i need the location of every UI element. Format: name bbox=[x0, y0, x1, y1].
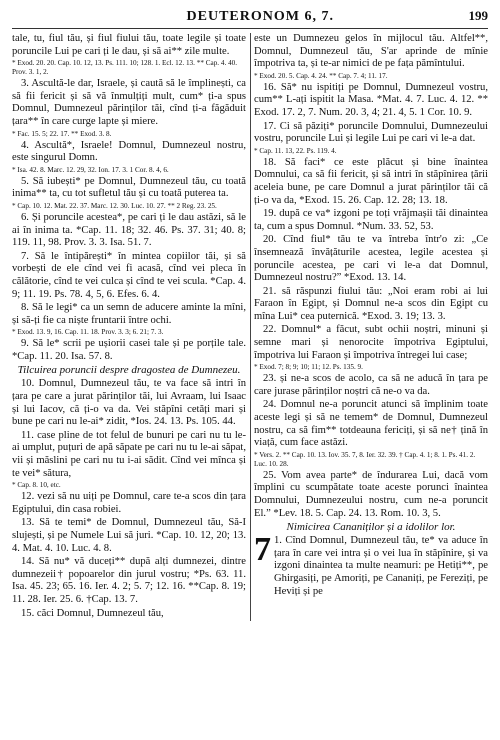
cross-reference: * Isa. 42. 8. Marc. 12. 29, 32. Ion. 17. 3. 1 Cor. 8. 4, 6. bbox=[12, 165, 169, 174]
left-column bbox=[12, 33, 246, 621]
verse: 8. Să le legi* ca un semn de aducere aminte la mîni, și să-ți fie ca niște fruntarii între ochi. bbox=[12, 302, 246, 326]
cross-reference: * Cap. 11. 13, 22. Ps. 119. 4. bbox=[254, 146, 337, 155]
verse-continuation: tale, tu, fiul tău, și fiul fiului tău, toate legile și toate poruncile Lui pe cari ți le dau, și să ai** zile multe. bbox=[12, 33, 246, 57]
text-columns bbox=[12, 33, 488, 621]
cross-reference: * Fac. 15. 5; 22. 17. ** Exod. 3. 8. bbox=[12, 129, 112, 138]
verse: 14. Să nu* vă duceți** după alți dumnezei, dintre dumnezeii† popoarelor din jurul vostru; *Ps. 63. 11. Isa. 45. 23; 65. 16. Ier. 4. 2; 5. 7; 12. 16. **Cap. 8. 19; 11. 28. Ier. 25. 6. †Cap. 13. 7. bbox=[12, 556, 246, 605]
verse-continuation: este un Dumnezeu gelos în mijlocul tău. Altfel**, Domnul, Dumnezeul tău, S'ar aprinde de mînie împotriva ta, și te-ar nimici de pe fața pămîntului. bbox=[254, 33, 488, 70]
verse: 10. Domnul, Dumnezeul tău, te va face să intri în țara pe care a jurat părinților tăi, lui Avraam, lui Isaac și lui Iacov, că ți-o va da. Vei stăpîni cetăți mari și bune pe cari nu le-ai* zidit, *Ios. 24. 13. Ps. 105. 44. bbox=[12, 378, 246, 428]
chapter-number: 7 bbox=[254, 531, 271, 569]
verse: 4. Ascultă*, Israele! Domnul, Dumnezeul nostru, este singurul Domn. bbox=[12, 139, 246, 164]
column-divider bbox=[250, 33, 251, 621]
verse: 22. Domnul* a făcut, subt ochii noștri, minuni și semne mari și nenorocite împotriva Egiptului, împotriva lui Faraon și împotriva întregei lui case; bbox=[254, 324, 488, 361]
verse: 17. Ci să păziți* poruncile Domnului, Dumnezeului vostru, poruncile Lui și legile Lui pe cari vi le-a dat. bbox=[254, 120, 488, 145]
cross-reference: * Cap. 8. 10, etc. bbox=[12, 481, 61, 490]
verse-text: 1. Cînd Domnul, Dumnezeul tău, te* va aduce în țara în care vei intra și o vei lua în stăpînire, și va izgoni dinaintea ta multe neamuri: pe Hetiți**, pe Ghirgasiți, pe Amoriți, pe Cananiți, pe Fereziți, pe Heviți și pe bbox=[274, 535, 488, 597]
page-number: 199 bbox=[468, 8, 488, 23]
cross-reference: * Exod. 13. 9, 16. Cap. 11. 18. Prov. 3. 3; 6. 21; 7. 3. bbox=[12, 328, 164, 337]
verse: 16. Să* nu ispitiți pe Domnul, Dumnezeul vostru, cum** L-ați ispitit la Masa. *Mat. 4. 7. Luc. 4. 12. ** Exod. 17. 2, 7. Num. 20. 3, 4; 21. 4, 5. 1 Cor. 10. 9. bbox=[254, 81, 488, 118]
verse: 7. Să le întipărești* în mintea copiilor tăi, și să vorbești de ele cînd vei fi acasă, cînd vei pleca în călătorie, cînd te vei culca și cînd te vei scula. *Cap. 4. 9; 11. 19. Ps. 78. 4, 5, 6. Efes. 6. 4. bbox=[12, 250, 246, 300]
verse: 12. vezi să nu uiți pe Domnul, care te-a scos din țara Egiptului, din casa robiei. bbox=[12, 491, 246, 515]
verse: 5. Să iubești* pe Domnul, Dumnezeul tău, cu toată inima** ta, cu tot sufletul tău și cu toată puterea ta. bbox=[12, 175, 246, 200]
verse: 9. Să le* scrii pe ușiorii casei tale și pe porțile tale. *Cap. 11. 20. Isa. 57. 8. bbox=[12, 338, 246, 362]
page-header bbox=[12, 8, 488, 29]
verse: 21. să răspunzi fiului tău: „Noi eram robi ai lui Faraon în Egipt, și Domnul ne-a scos din Egipt cu mîna Lui* cea puternică. *Exod. 3. 19; 13. 3. bbox=[254, 285, 488, 322]
cross-reference: * Exod. 20. 5. Cap. 4. 24. ** Cap. 7. 4; 11. 17. bbox=[254, 71, 388, 80]
verse: 15. căci Domnul, Dumnezeul tău, bbox=[21, 607, 164, 619]
verse: 23. și ne-a scos de acolo, ca să ne aducă în țara pe care jurase părinților noștri că ne-o va da. bbox=[254, 373, 488, 397]
section-heading: Nimicirea Cananiților și a idolilor lor. bbox=[286, 521, 456, 534]
verse: 20. Cînd fiul* tău te va întreba într'o zi: „Ce însemnează învățăturile acestea, legile acestea și poruncile acestea, pe cari vi le-a dat Domnul, Dumnezeul nostru?” *Exod. 13. 14. bbox=[254, 234, 488, 284]
cross-reference: * Exod. 7; 8; 9; 10; 11; 12. Ps. 135. 9. bbox=[254, 363, 363, 372]
verse: 13. Să te temi* de Domnul, Dumnezeul tău, Să-I slujești, și pe Numele Lui să juri. *Cap. 10. 12, 20; 13. 4. Mat. 4. 10. Luc. 4. 8. bbox=[12, 517, 246, 554]
cross-reference: * Cap. 10. 12. Mat. 22. 37. Marc. 12. 30. Luc. 10. 27. ** 2 Reg. 23. 25. bbox=[12, 201, 217, 210]
verse: 24. Domnul ne-a poruncit atunci să împlinim toate aceste legi și să ne temem* de Domnul, Dumnezeul nostru, ca să fim** totdeauna fericiți, și să ne† țină în viață, cum face astăzi. bbox=[254, 399, 488, 449]
cross-reference: * Vers. 2. ** Cap. 10. 13. Iov. 35. 7, 8. Ier. 32. 39. † Cap. 4. 1; 8. 1. Ps. 41. 2. Luc. 10. 28. bbox=[254, 450, 476, 468]
verse: 25. Vom avea parte* de îndurarea Lui, dacă vom împlini cu scumpătate toate aceste porunci înaintea Domnului, Dumnezeului nostru, cum ne-a poruncit El.” *Lev. 18. 5. Cap. 24. 13. Rom. 10. 3, 5. bbox=[254, 469, 488, 519]
verse: 3. Ascultă-le dar, Israele, și caută să le împlinești, ca să fii fericit și să vă înmulțiți mult, cum* ți-a spus Domnul, Dumnezeul părinților tăi, cînd ți-a făgăduit țara** în care curge lapte și miere. bbox=[12, 78, 246, 127]
section-heading: Tilcuirea poruncii despre dragostea de Dumnezeu. bbox=[17, 364, 241, 377]
right-column bbox=[254, 33, 488, 621]
cross-reference: * Exod. 20. 20. Cap. 10. 12, 13. Ps. 111. 10; 128. 1. Ecl. 12. 13. ** Cap. 4. 40. Prov. 3. 1, 2. bbox=[12, 59, 238, 77]
verse: 18. Să faci* ce este plăcut și bine înaintea Domnului, ca să fii fericit, și să intri în stăpînirea țării aceleia bune, pe care Domnul a jurat părinților tăi că ți-o va da, *Exod. 15. 26. Cap. 12. 28; 13. 18. bbox=[254, 156, 488, 206]
running-title: DEUTERONOM 6, 7. bbox=[186, 9, 334, 24]
verse: 19. după ce va* izgoni pe toți vrăjmașii tăi dinaintea ta, cum a spus Domnul. *Num. 33. 52, 53. bbox=[254, 208, 488, 232]
verse: 6. Și poruncile acestea*, pe cari ți le dau astăzi, să le ai în inima ta. *Cap. 11. 18; 32. 46. Ps. 37. 31; 40. 8; 119. 11, 98. Prov. 3. 3. Isa. 51. 7. bbox=[12, 211, 246, 249]
chapter-start bbox=[254, 531, 488, 598]
verse: 11. case pline de tot felul de bunuri pe cari nu tu le-ai umplut, puțuri de apă săpate pe cari nu tu le-ai săpat, vii și măslini pe cari nu tu i-ai sădit. Cînd vei mînca și te vei* sătura, bbox=[12, 429, 246, 479]
